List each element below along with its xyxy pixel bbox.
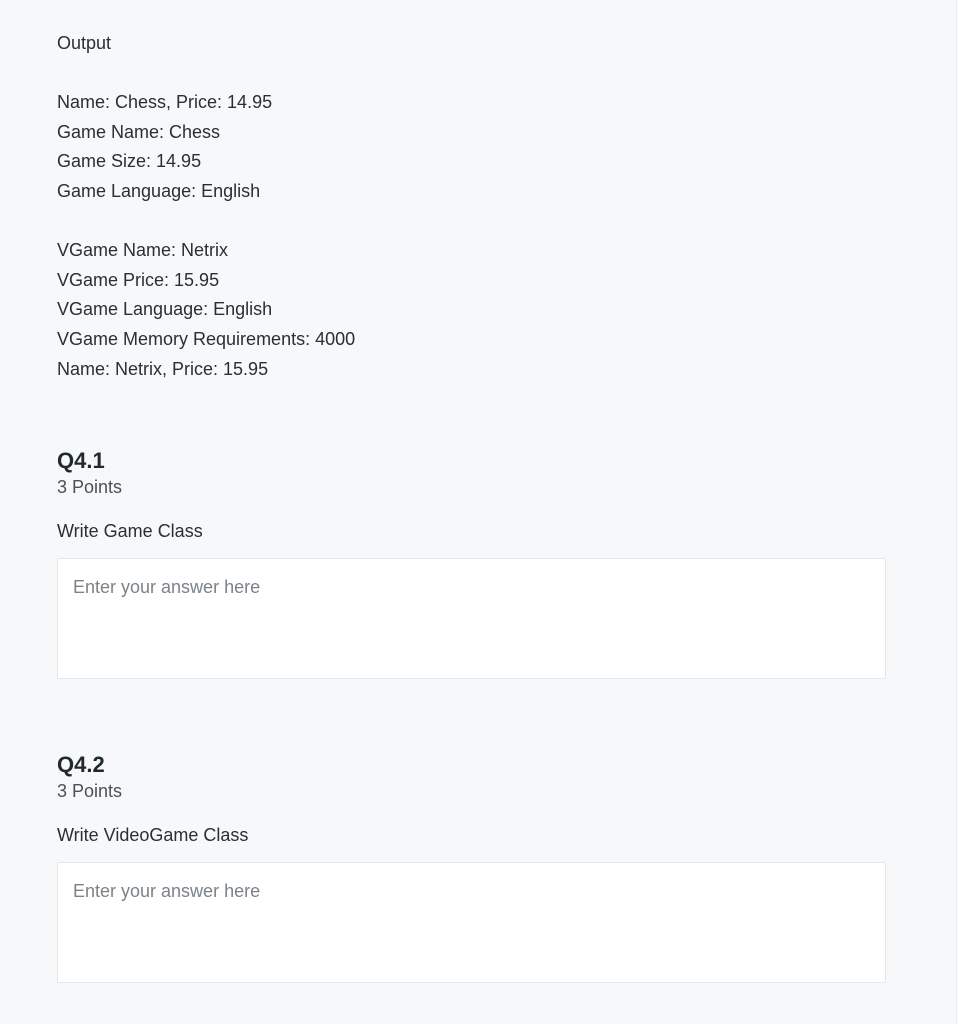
- question-q4-1: [57, 448, 886, 679]
- page-scrollbar[interactable]: [956, 0, 964, 1024]
- question-title: Q4.1: [57, 448, 105, 473]
- output-heading: Output: [57, 33, 112, 53]
- question-points: 3 Points: [57, 781, 123, 801]
- question-points: 3 Points: [57, 477, 123, 497]
- output-block-videogame: [57, 236, 355, 385]
- output-line: Name: Netrix, Price: 15.95: [57, 358, 269, 379]
- output-line: Name: Chess, Price: 14.95: [57, 92, 273, 112]
- output-line: Game Size: 14.95: [57, 151, 202, 172]
- answer-textarea[interactable]: [57, 558, 886, 679]
- answer-textarea[interactable]: [57, 862, 886, 983]
- output-line: VGame Memory Requirements: 4000: [57, 329, 356, 350]
- question-prompt: Write VideoGame Class: [57, 825, 249, 845]
- question-q4-2: [57, 752, 886, 983]
- output-line: Game Name: Chess: [57, 121, 221, 142]
- output-line: VGame Language: English: [57, 299, 273, 320]
- output-block-game: [57, 88, 272, 207]
- question-prompt: Write Game Class: [57, 521, 203, 541]
- output-line: VGame Name: Netrix: [57, 240, 229, 260]
- question-title: Q4.2: [57, 752, 105, 777]
- output-line: Game Language: English: [57, 181, 261, 202]
- output-line: VGame Price: 15.95: [57, 269, 220, 290]
